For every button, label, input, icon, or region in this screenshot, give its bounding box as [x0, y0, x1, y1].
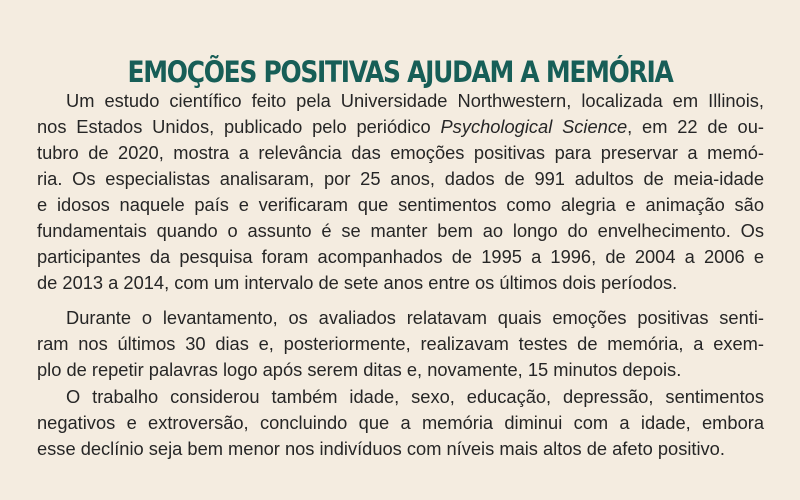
paragraph-1-line-8: de 2013 a 2014, com um intervalo de sete anos entre os últimos dois períodos. [37, 272, 678, 293]
paragraph-1-line-2 [37, 114, 764, 140]
paragraph-2-line-2: ram nos últimos 30 dias e, posteriormente, realizavam testes de memória, a exem- [37, 333, 764, 354]
paragraph-3-line-2: negativos e extroversão, concluindo que a memória diminui com a idade, embora [37, 412, 764, 433]
paragraph-1-line-1: Um estudo científico feito pela Universidade Northwestern, localizada em Illinois, [66, 90, 764, 111]
paragraph-1-line-6: fundamentais quando o assunto é se manter bem ao longo do envelhecimento. Os [37, 220, 764, 241]
paragraph-2-line-1: Durante o levantamento, os avaliados relatavam quais emoções positivas senti- [66, 307, 764, 328]
article-title: EMOÇÕES POSITIVAS AJUDAM A MEMÓRIA [127, 55, 673, 90]
paragraph-1-line-2-text-b: , em 22 de ou- [627, 116, 764, 137]
paragraph-1-line-3: tubro de 2020, mostra a relevância das emoções positivas para preservar a memó- [37, 142, 764, 163]
paragraph-3-line-3: esse declínio seja bem menor nos indivíduos com níveis mais altos de afeto positivo. [37, 438, 725, 459]
paragraph-3-line-1: O trabalho considerou também idade, sexo, educação, depressão, sentimentos [66, 386, 764, 407]
paragraph-1-line-4: ria. Os especialistas analisaram, por 25 anos, dados de 991 adultos de meia-idade [37, 168, 764, 189]
paragraph-1-line-2-text-a: nos Estados Unidos, publicado pelo periódico [37, 116, 431, 137]
paragraph-2-line-3: plo de repetir palavras logo após serem ditas e, novamente, 15 minutos depois. [37, 359, 682, 380]
paragraph-1-line-7: participantes da pesquisa foram acompanhados de 1995 a 1996, de 2004 a 2006 e [37, 246, 764, 267]
paragraph-1-line-5: e idosos naquele país e verificaram que sentimentos como alegria e animação são [37, 194, 764, 215]
journal-name: Psychological Science [440, 116, 628, 137]
